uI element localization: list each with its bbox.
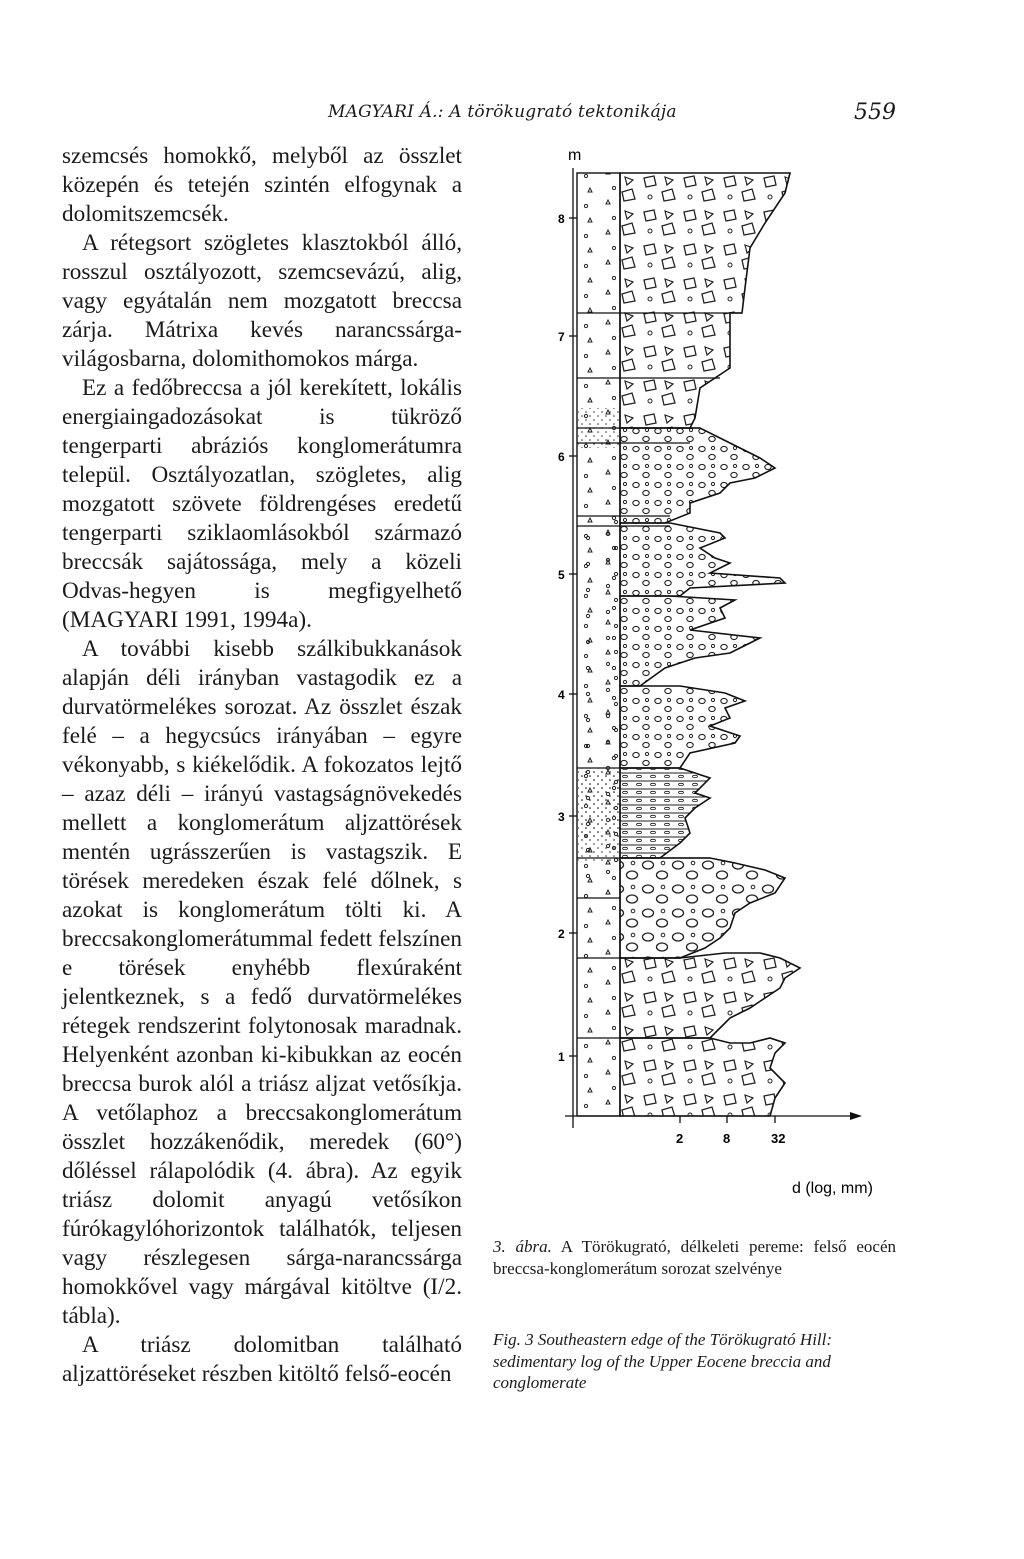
figure-label: 3. ábra. [493,1237,552,1256]
figure-caption-hungarian [493,1236,896,1279]
y-tick-label: 3 [558,810,565,824]
paragraph: A további kisebb szálkibukkanások alapján déli irányban vastagodik ez a durvatörmelékes sorozat. Az összlet észak felé – a hegycsúcs irányában – egyre vékonyabb, s kiékelődik. A fokozatos lejtő – azaz déli – irányú vastagságnövekedés mellett a konglomerátum aljzattörések mentén ugrásszerűen is vastagszik. E törések meredeken észak felé dőlnek, s azokat is konglomerátum tölti ki. A breccsakonglomerátummal fedett felszínen e törések enyhébb flexúraként jelentkeznek, s a fedő durvatörmelékes rétegek rendszerint folytonosak maradnak. Helyenként azonban ki-kibukkan az eocén breccsa burok alól a triász aljzat vetősíkja. A vetőlaphoz a breccsakonglomerátum összlet hozzákenődik, meredek (60°) dőléssel rálapolódik (4. ábra). Az egyik triász dolomit anyagú vetősíkon fúrókagylóhorizontok találhatók, teljesen vagy részlegesen sárga-narancssárga homokkővel vagy márgával kitöltve (I/2. tábla). [62,636,462,1329]
page-number: 559 [854,100,896,125]
page-header [328,100,896,130]
caption-text: A Törökugrató, délkeleti pereme: felső eocén breccsa-konglomerátum sorozat szelvénye [493,1237,897,1278]
lithology-profile [620,523,785,596]
paragraph: szemcsés homokkő, melyből az összlet közepén és tetején szintén elfogynak a dolomitszemcsék. [62,143,462,227]
y-tick-label: 7 [558,330,565,344]
paragraph: A rétegsort szögletes klasztokból álló, rosszul osztályozott, szemcsevázú, alig, vagy egyátalán nem mozgatott breccsa zárja. Mátrixa kevés narancssárga-világosbarna, dolomithomokos márga. [62,230,462,372]
pebble-symbol-interval [578,518,619,578]
body-text-column [62,142,462,1389]
x-axis-arrow-icon [850,1112,862,1120]
lithology-profile [620,858,785,958]
y-tick-label: 6 [558,450,565,464]
y-ticks [558,212,577,1064]
lithology-profile [620,768,710,858]
figure-caption-english [493,1329,896,1394]
lithology-profile [620,428,775,523]
y-tick-label: 4 [558,688,565,702]
lithology-profile [620,686,745,768]
lithology-profile [620,953,800,1038]
x-axis-label: d (log, mm) [792,1180,873,1197]
lithology-profile [620,173,790,428]
y-axis-unit: m [568,147,582,164]
x-tick-label: 8 [723,1131,731,1146]
running-title: MAGYARI Á.: A törökugrató tektonikája [328,102,677,122]
lithology-profile [620,1038,785,1116]
sedimentary-log-figure [520,138,900,1218]
lithology-profile [620,596,760,686]
x-tick-label: 2 [676,1131,684,1146]
y-tick-label: 1 [558,1050,565,1064]
caption-text: Fig. 3 Southeastern edge of the Törökugrató Hill: sedimentary log of the Upper Eocene breccia and conglomerate [493,1330,833,1392]
y-tick-label: 2 [558,927,565,941]
sedimentary-log-svg [520,138,900,1218]
paragraph: Ez a fedőbreccsa a jól kerekített, lokális energiaingadozásokat is tükröző tengerparti abráziós konglomerátumra települ. Osztályozatlan, szögletes, alig mozgatott szövete földrengéses eredetű tengerparti sziklaomlásokból származó breccsák sajátossága, mely a közeli Odvas-hegyen is megfigyelhető (MAGYARI 1991, 1994a). [62,375,462,633]
x-tick-label: 32 [771,1131,786,1146]
y-tick-label: 5 [558,568,565,582]
x-ticks [676,1116,785,1146]
y-tick-label: 8 [558,212,565,226]
sandstone-interval [578,770,619,840]
paragraph: A triász dolomitban található aljzattöréseket részben kitöltő felső-eocén [62,1332,462,1387]
